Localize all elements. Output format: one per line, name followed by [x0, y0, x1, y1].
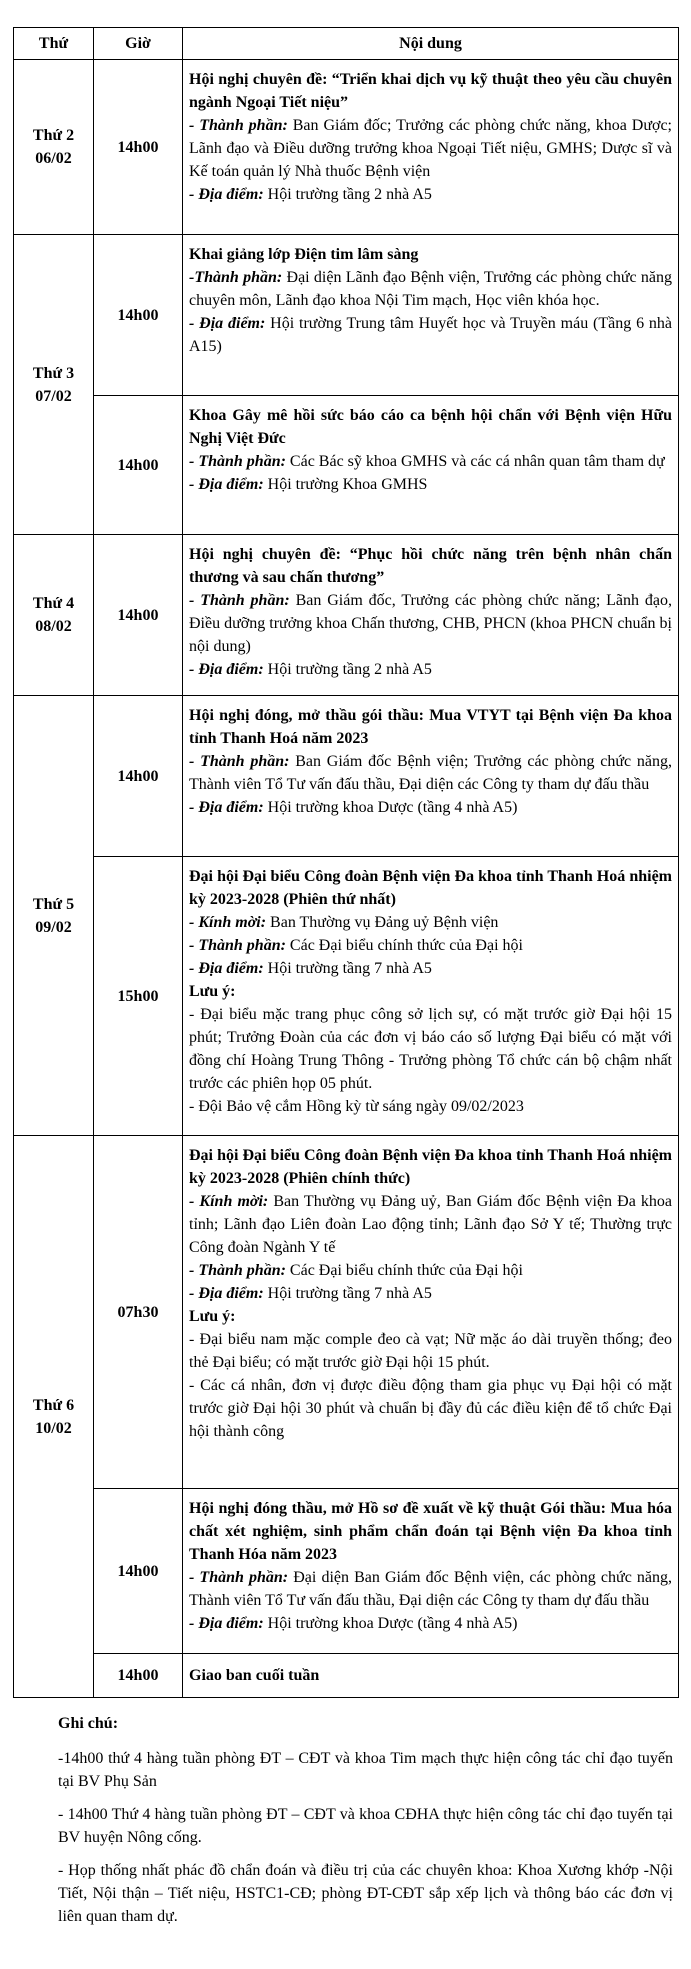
line-text: Ban Giám đốc; Trưởng các phòng chức năng, khoa Dược; Lãnh đạo và Điều dưỡng trưởng khoa Ngoại Tiết niệu, GMHS; Dược sĩ và Kế toán quản lý Nhà thuốc Bệnh viện	[189, 117, 672, 180]
table-row	[14, 696, 679, 857]
event-line	[189, 114, 672, 183]
event-line	[189, 934, 672, 957]
event-line	[189, 589, 672, 658]
time-cell: 14h00	[94, 235, 183, 396]
event-line	[189, 911, 672, 934]
event-title: Đại hội Đại biểu Công đoàn Bệnh viện Đa khoa tỉnh Thanh Hoá nhiệm kỳ 2023-2028 (Phiên thứ nhất)	[189, 868, 672, 908]
line-label: - Thành phần:	[189, 1569, 289, 1586]
day-label: Thứ 2	[32, 127, 75, 144]
table-row	[14, 857, 679, 1136]
header-time: Giờ	[94, 28, 183, 60]
line-label: - Địa điểm:	[189, 960, 264, 977]
line-text: Ban Giám đốc Bệnh viện; Trưởng các phòng chức năng, Thành viên Tổ Tư vấn đấu thầu, Đại diện các Công ty tham dự đấu thầu	[189, 753, 673, 793]
event-title: Giao ban cuối tuần	[189, 1667, 320, 1684]
line-text: Ban Thường vụ Đảng uỷ, Ban Giám đốc Bệnh viện Đa khoa tỉnh; Lãnh đạo Liên đoàn Lao động tỉnh; Lãnh đạo Sở Y tế; Thường trực Công đoàn Ngành Y tế	[189, 1193, 673, 1256]
event-line	[189, 750, 672, 796]
day-cell	[14, 235, 94, 535]
line-label: - Địa điểm:	[189, 315, 266, 332]
event-content	[183, 396, 679, 535]
event-title: Khai giảng lớp Điện tim lâm sàng	[189, 246, 419, 263]
event-line	[189, 473, 672, 496]
day-cell	[14, 535, 94, 696]
line-label: - Địa điểm:	[189, 476, 264, 493]
line-label: - Kính mời:	[189, 914, 267, 931]
line-label: - Địa điểm:	[189, 799, 264, 816]
event-line	[189, 658, 672, 681]
line-text: Đại diện Lãnh đạo Bệnh viện, Trưởng các phòng chức năng chuyên môn, Lãnh đạo khoa Nội Tim mạch, Học viên khóa học.	[189, 269, 673, 309]
time-cell: 14h00	[94, 1654, 183, 1698]
day-date: 09/02	[35, 918, 72, 936]
line-label: - Địa điểm:	[189, 1615, 264, 1632]
table-row	[14, 60, 679, 235]
line-label: - Thành phần:	[189, 753, 290, 770]
line-text: Các Đại biểu chính thức của Đại hội	[285, 1262, 523, 1279]
footnote-item: - 14h00 Thứ 4 hàng tuần phòng ĐT – CĐT và khoa CĐHA thực hiện công tác chỉ đạo tuyến tại BV huyện Nông cống.	[58, 1806, 673, 1846]
event-content	[183, 535, 679, 696]
time-cell: 14h00	[94, 696, 183, 857]
event-content	[183, 1489, 679, 1654]
footnote-item: - Họp thống nhất phác đồ chẩn đoán và điều trị của các chuyên khoa: Khoa Xương khớp -Nội Tiết, Nội thận – Tiết niệu, HSTC1-CĐ; phòng ĐT-CĐT sắp xếp lịch và thông báo các đơn vị liên quan tham dự.	[58, 1862, 673, 1925]
day-label: Thứ 3	[32, 364, 75, 382]
day-cell	[14, 60, 94, 235]
note-item: - Các cá nhân, đơn vị được điều động tham gia phục vụ Đại hội có mặt trước giờ Đại hội 30 phút và chuẩn bị đầy đủ các điều kiện để tổ chức Đại hội thành công	[189, 1377, 672, 1440]
time-cell: 14h00	[94, 60, 183, 235]
line-label: - Thành phần:	[189, 453, 286, 470]
line-text: Hội trường tầng 7 nhà A5	[263, 1285, 432, 1302]
event-title: Khoa Gây mê hồi sức báo cáo ca bệnh hội chẩn với Bệnh viện Hữu Nghị Việt Đức	[189, 407, 672, 447]
event-line	[189, 796, 672, 819]
event-line	[189, 450, 672, 473]
day-label: Thứ 5	[32, 895, 75, 913]
schedule-table	[13, 27, 679, 1698]
event-content	[183, 1654, 679, 1698]
time-cell: 14h00	[94, 1489, 183, 1654]
note-item: - Đại biểu mặc trang phục công sở lịch sự, có mặt trước giờ Đại hội 15 phút; Trưởng Đoàn của các đơn vị báo cáo số lượng Đại biểu có mặt với đồng chí Hoàng Trung Thông - Trưởng phòng Tổ chức cán bộ chậm nhất trước các phiên họp 05 phút.	[189, 1006, 672, 1092]
line-label: - Thành phần:	[189, 592, 290, 609]
table-row	[14, 535, 679, 696]
table-header-row	[14, 28, 679, 60]
footnotes	[58, 1712, 673, 1938]
line-label: - Địa điểm:	[189, 661, 264, 678]
line-text: Hội trường khoa Dược (tầng 4 nhà A5)	[263, 799, 518, 816]
event-title: Hội nghị đóng, mở thầu gói thầu: Mua VTYT tại Bệnh viện Đa khoa tỉnh Thanh Hoá năm 2023	[189, 707, 672, 747]
event-line	[189, 957, 672, 980]
footnote-item: -14h00 thứ 4 hàng tuần phòng ĐT – CĐT và khoa Tim mạch thực hiện công tác chỉ đạo tuyến tại BV Phụ Sản	[58, 1750, 673, 1790]
event-line	[189, 1259, 672, 1282]
note-item: - Đội Bảo vệ cắm Hồng kỳ từ sáng ngày 09/02/2023	[189, 1098, 524, 1115]
line-label: - Thành phần:	[189, 117, 288, 134]
event-content	[183, 857, 679, 1136]
header-day: Thứ	[14, 28, 94, 60]
table-row	[14, 1654, 679, 1698]
table-row	[14, 396, 679, 535]
event-content	[183, 235, 679, 396]
line-label: - Thành phần:	[189, 1262, 286, 1279]
day-cell	[14, 696, 94, 1136]
line-text: Ban Thường vụ Đảng uỷ Bệnh viện	[266, 914, 499, 931]
line-label: -Thành phần:	[189, 269, 283, 286]
event-line	[189, 1190, 672, 1259]
event-title: Hội nghị chuyên đề: “Phục hồi chức năng trên bệnh nhân chấn thương và sau chấn thương”	[189, 546, 672, 586]
day-label: Thứ 4	[32, 595, 75, 612]
line-text: Hội trường tầng 2 nhà A5	[263, 661, 432, 678]
line-text: Đại diện Ban Giám đốc Bệnh viện, các phòng chức năng, Thành viên Tổ Tư vấn đấu thầu, Đại diện các Công ty tham dự đấu thầu	[189, 1569, 673, 1609]
event-line	[189, 183, 672, 206]
event-content	[183, 60, 679, 235]
note-label: Lưu ý:	[189, 983, 236, 1000]
time-cell: 07h30	[94, 1136, 183, 1489]
table-row	[14, 1136, 679, 1489]
header-content: Nội dung	[183, 28, 679, 60]
note-label: Lưu ý:	[189, 1308, 236, 1325]
time-cell: 14h00	[94, 396, 183, 535]
line-label: - Kính mời:	[189, 1193, 269, 1210]
event-content	[183, 1136, 679, 1489]
footnotes-heading: Ghi chú:	[58, 1715, 119, 1732]
line-text: Hội trường Trung tâm Huyết học và Truyền máu (Tầng 6 nhà A15)	[189, 315, 673, 355]
event-title: Hội nghị chuyên đề: “Triển khai dịch vụ kỹ thuật theo yêu cầu chuyên ngành Ngoại Tiết niệu”	[189, 71, 672, 111]
day-label: Thứ 6	[32, 1396, 75, 1414]
line-text: Hội trường khoa Dược (tầng 4 nhà A5)	[263, 1615, 518, 1632]
event-line	[189, 1282, 672, 1305]
note-item: - Đại biểu nam mặc comple đeo cà vạt; Nữ mặc áo dài truyền thống; đeo thẻ Đại biểu; có mặt trước giờ Đại hội 15 phút.	[189, 1331, 672, 1371]
day-date: 06/02	[35, 150, 72, 167]
event-line	[189, 312, 672, 358]
line-text: Các Bác sỹ khoa GMHS và các cá nhân quan tâm tham dự	[285, 453, 665, 470]
time-cell: 14h00	[94, 535, 183, 696]
day-date: 10/02	[35, 1419, 72, 1437]
time-cell: 15h00	[94, 857, 183, 1136]
table-row	[14, 1489, 679, 1654]
line-text: Ban Giám đốc, Trưởng các phòng chức năng; Lãnh đạo, Điều dưỡng trưởng khoa Chấn thương, CHB, PHCN (khoa PHCN chuẩn bị nội dung)	[189, 592, 672, 655]
day-date: 08/02	[35, 618, 72, 635]
line-label: - Thành phần:	[189, 937, 286, 954]
day-cell	[14, 1136, 94, 1698]
event-title: Đại hội Đại biểu Công đoàn Bệnh viện Đa khoa tỉnh Thanh Hoá nhiệm kỳ 2023-2028 (Phiên chính thức)	[189, 1147, 672, 1187]
table-row	[14, 235, 679, 396]
line-label: - Địa điểm:	[189, 1285, 264, 1302]
line-text: Hội trường tầng 7 nhà A5	[263, 960, 432, 977]
event-title: Hội nghị đóng thầu, mở Hồ sơ đề xuất về kỹ thuật Gói thầu: Mua hóa chất xét nghiệm, sinh phẩm chẩn đoán tại Bệnh viện Đa khoa tỉnh Thanh Hóa năm 2023	[189, 1500, 672, 1563]
event-content	[183, 696, 679, 857]
line-text: Hội trường Khoa GMHS	[263, 476, 428, 493]
event-line	[189, 1566, 672, 1612]
line-label: - Địa điểm:	[189, 186, 264, 203]
day-date: 07/02	[35, 387, 72, 405]
line-text: Hội trường tầng 2 nhà A5	[263, 186, 432, 203]
event-line	[189, 1612, 672, 1635]
event-line	[189, 266, 672, 312]
line-text: Các Đại biểu chính thức của Đại hội	[285, 937, 523, 954]
